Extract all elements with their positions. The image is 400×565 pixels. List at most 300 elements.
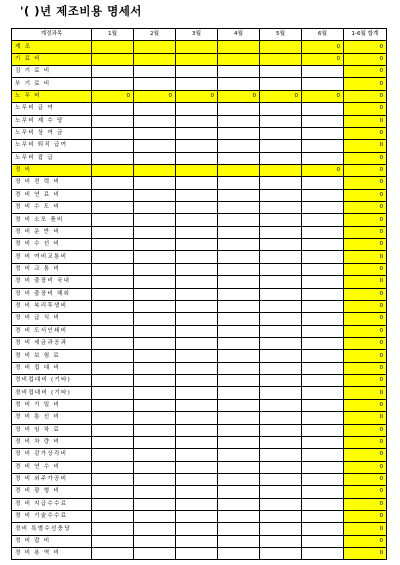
total-cell[interactable]: 0 [344, 140, 387, 152]
month-cell[interactable] [176, 412, 218, 424]
month-cell[interactable] [92, 486, 134, 498]
month-cell[interactable] [302, 152, 344, 164]
month-cell[interactable] [92, 313, 134, 325]
month-cell[interactable] [176, 498, 218, 510]
month-cell[interactable] [92, 498, 134, 510]
total-cell[interactable]: 0 [344, 313, 387, 325]
month-cell[interactable] [260, 239, 302, 251]
month-cell[interactable] [302, 486, 344, 498]
month-cell[interactable] [218, 152, 260, 164]
month-cell[interactable] [176, 53, 218, 65]
month-cell[interactable]: 0 [218, 90, 260, 102]
month-cell[interactable] [260, 300, 302, 312]
month-cell[interactable] [302, 535, 344, 547]
month-cell[interactable] [176, 399, 218, 411]
table-row [12, 177, 387, 189]
month-cell[interactable] [92, 177, 134, 189]
month-cell[interactable] [218, 523, 260, 535]
month-cell[interactable] [260, 313, 302, 325]
month-cell[interactable] [302, 127, 344, 139]
month-cell[interactable] [134, 375, 176, 387]
month-cell[interactable] [260, 164, 302, 176]
month-cell[interactable] [134, 103, 176, 115]
total-cell[interactable]: 0 [344, 486, 387, 498]
month-cell[interactable] [92, 164, 134, 176]
month-cell[interactable] [92, 362, 134, 374]
month-cell[interactable] [92, 276, 134, 288]
month-cell[interactable] [134, 325, 176, 337]
month-cell[interactable] [302, 461, 344, 473]
month-cell[interactable] [134, 276, 176, 288]
month-cell[interactable] [134, 152, 176, 164]
month-cell[interactable] [302, 276, 344, 288]
month-cell[interactable] [260, 140, 302, 152]
month-cell[interactable] [176, 263, 218, 275]
month-cell[interactable] [134, 127, 176, 139]
month-cell[interactable] [218, 164, 260, 176]
month-cell[interactable] [302, 313, 344, 325]
row-label: 노무비 제 수 당 [12, 115, 92, 127]
month-cell[interactable] [302, 548, 344, 560]
month-cell[interactable]: 0 [176, 90, 218, 102]
month-cell[interactable] [218, 449, 260, 461]
month-cell[interactable] [218, 498, 260, 510]
month-cell[interactable] [134, 337, 176, 349]
month-cell[interactable] [218, 140, 260, 152]
total-cell[interactable]: 0 [344, 387, 387, 399]
month-cell[interactable] [218, 399, 260, 411]
month-cell[interactable] [218, 337, 260, 349]
total-cell[interactable]: 0 [344, 164, 387, 176]
month-cell[interactable] [218, 288, 260, 300]
total-cell[interactable]: 0 [344, 473, 387, 485]
month-cell[interactable] [176, 140, 218, 152]
month-cell[interactable] [134, 523, 176, 535]
total-cell[interactable]: 0 [344, 523, 387, 535]
month-cell[interactable] [92, 424, 134, 436]
month-cell[interactable]: 0 [302, 90, 344, 102]
total-cell[interactable]: 0 [344, 41, 387, 53]
month-cell[interactable] [218, 387, 260, 399]
month-cell[interactable] [260, 251, 302, 263]
total-cell[interactable]: 0 [344, 276, 387, 288]
month-cell[interactable] [134, 41, 176, 53]
month-cell[interactable] [260, 387, 302, 399]
header-total: 1-6월 합계 [344, 29, 387, 41]
month-cell[interactable] [218, 78, 260, 90]
month-cell[interactable] [92, 152, 134, 164]
month-cell[interactable] [218, 127, 260, 139]
month-cell[interactable] [92, 337, 134, 349]
month-cell[interactable] [92, 548, 134, 560]
month-cell[interactable] [176, 362, 218, 374]
month-cell[interactable] [302, 202, 344, 214]
total-cell[interactable]: 0 [344, 177, 387, 189]
month-cell[interactable] [134, 449, 176, 461]
month-cell[interactable] [260, 189, 302, 201]
month-cell[interactable] [260, 41, 302, 53]
month-cell[interactable] [134, 424, 176, 436]
month-cell[interactable] [218, 548, 260, 560]
month-cell[interactable] [134, 473, 176, 485]
month-cell[interactable]: 0 [260, 90, 302, 102]
total-cell[interactable]: 0 [344, 511, 387, 523]
month-cell[interactable] [260, 103, 302, 115]
month-cell[interactable] [260, 548, 302, 560]
month-cell[interactable] [302, 473, 344, 485]
month-cell[interactable] [92, 511, 134, 523]
month-cell[interactable] [134, 535, 176, 547]
month-cell[interactable] [218, 66, 260, 78]
month-cell[interactable] [302, 177, 344, 189]
month-cell[interactable] [176, 239, 218, 251]
month-cell[interactable] [260, 486, 302, 498]
month-cell[interactable] [218, 325, 260, 337]
month-cell[interactable] [260, 127, 302, 139]
month-cell[interactable] [176, 387, 218, 399]
total-cell[interactable]: 0 [344, 535, 387, 547]
month-cell[interactable] [260, 263, 302, 275]
month-cell[interactable] [134, 177, 176, 189]
month-cell[interactable] [134, 115, 176, 127]
month-cell[interactable] [92, 115, 134, 127]
month-cell[interactable] [92, 78, 134, 90]
month-cell[interactable] [134, 399, 176, 411]
month-cell[interactable] [302, 263, 344, 275]
month-cell[interactable] [92, 189, 134, 201]
month-cell[interactable] [134, 239, 176, 251]
month-cell[interactable] [92, 263, 134, 275]
total-cell[interactable]: 0 [344, 66, 387, 78]
month-cell[interactable] [302, 115, 344, 127]
month-cell[interactable] [92, 387, 134, 399]
month-cell[interactable] [260, 276, 302, 288]
month-cell[interactable] [92, 103, 134, 115]
total-cell[interactable]: 0 [344, 449, 387, 461]
total-cell[interactable]: 0 [344, 424, 387, 436]
month-cell[interactable] [218, 53, 260, 65]
month-cell[interactable] [92, 251, 134, 263]
month-cell[interactable] [176, 66, 218, 78]
month-cell[interactable] [134, 511, 176, 523]
month-cell[interactable]: 0 [302, 41, 344, 53]
month-cell[interactable] [260, 523, 302, 535]
month-cell[interactable] [302, 140, 344, 152]
month-cell[interactable] [176, 177, 218, 189]
month-cell[interactable] [218, 424, 260, 436]
month-cell[interactable] [176, 325, 218, 337]
month-cell[interactable] [176, 226, 218, 238]
month-cell[interactable] [302, 362, 344, 374]
month-cell[interactable] [92, 436, 134, 448]
month-cell[interactable] [260, 424, 302, 436]
month-cell[interactable] [92, 399, 134, 411]
month-cell[interactable] [176, 511, 218, 523]
total-cell[interactable]: 0 [344, 53, 387, 65]
month-cell[interactable] [260, 362, 302, 374]
month-cell[interactable] [176, 276, 218, 288]
month-cell[interactable] [302, 66, 344, 78]
total-cell[interactable]: 0 [344, 325, 387, 337]
month-cell[interactable] [134, 288, 176, 300]
month-cell[interactable] [302, 375, 344, 387]
month-cell[interactable] [134, 548, 176, 560]
month-cell[interactable] [92, 523, 134, 535]
row-label: 경 비 세금과공과 [12, 337, 92, 349]
month-cell[interactable] [176, 337, 218, 349]
month-cell[interactable] [134, 189, 176, 201]
total-cell[interactable]: 0 [344, 90, 387, 102]
month-cell[interactable] [134, 140, 176, 152]
month-cell[interactable] [218, 300, 260, 312]
month-cell[interactable] [302, 498, 344, 510]
month-cell[interactable] [260, 375, 302, 387]
month-cell[interactable] [302, 449, 344, 461]
month-cell[interactable] [218, 214, 260, 226]
month-cell[interactable] [134, 251, 176, 263]
month-cell[interactable] [176, 436, 218, 448]
month-cell[interactable] [92, 473, 134, 485]
month-cell[interactable] [134, 300, 176, 312]
month-cell[interactable]: 0 [134, 90, 176, 102]
total-cell[interactable]: 0 [344, 350, 387, 362]
total-cell[interactable]: 0 [344, 288, 387, 300]
month-cell[interactable] [302, 337, 344, 349]
month-cell[interactable] [218, 263, 260, 275]
month-cell[interactable] [302, 436, 344, 448]
month-cell[interactable] [218, 202, 260, 214]
total-cell[interactable]: 0 [344, 412, 387, 424]
month-cell[interactable] [176, 300, 218, 312]
month-cell[interactable] [302, 325, 344, 337]
month-cell[interactable] [92, 66, 134, 78]
month-cell[interactable] [218, 412, 260, 424]
row-label: 경 비 수 선 비 [12, 239, 92, 251]
month-cell[interactable] [302, 424, 344, 436]
month-cell[interactable] [92, 202, 134, 214]
month-cell[interactable] [218, 41, 260, 53]
month-cell[interactable] [176, 288, 218, 300]
total-cell[interactable]: 0 [344, 127, 387, 139]
month-cell[interactable] [176, 164, 218, 176]
table-row [12, 449, 387, 461]
month-cell[interactable] [176, 548, 218, 560]
month-cell[interactable] [302, 300, 344, 312]
month-cell[interactable] [218, 486, 260, 498]
month-cell[interactable] [260, 53, 302, 65]
month-cell[interactable] [176, 313, 218, 325]
month-cell[interactable] [260, 350, 302, 362]
total-cell[interactable]: 0 [344, 239, 387, 251]
total-cell[interactable]: 0 [344, 78, 387, 90]
month-cell[interactable] [218, 362, 260, 374]
month-cell[interactable] [302, 523, 344, 535]
month-cell[interactable] [92, 350, 134, 362]
total-cell[interactable]: 0 [344, 362, 387, 374]
month-cell[interactable]: 0 [302, 164, 344, 176]
month-cell[interactable] [302, 399, 344, 411]
month-cell[interactable] [176, 251, 218, 263]
month-cell[interactable] [260, 66, 302, 78]
total-cell[interactable]: 0 [344, 498, 387, 510]
month-cell[interactable] [134, 486, 176, 498]
month-cell[interactable] [92, 140, 134, 152]
month-cell[interactable] [176, 486, 218, 498]
month-cell[interactable] [134, 214, 176, 226]
month-cell[interactable] [134, 202, 176, 214]
month-cell[interactable] [302, 239, 344, 251]
total-cell[interactable]: 0 [344, 375, 387, 387]
month-cell[interactable] [260, 337, 302, 349]
month-cell[interactable] [134, 78, 176, 90]
month-cell[interactable] [176, 78, 218, 90]
month-cell[interactable] [260, 412, 302, 424]
total-cell[interactable]: 0 [344, 226, 387, 238]
month-cell[interactable] [218, 461, 260, 473]
total-cell[interactable]: 0 [344, 202, 387, 214]
month-cell[interactable] [134, 498, 176, 510]
month-cell[interactable] [176, 535, 218, 547]
month-cell[interactable] [176, 449, 218, 461]
total-cell[interactable]: 0 [344, 300, 387, 312]
month-cell[interactable] [92, 461, 134, 473]
month-cell[interactable] [176, 41, 218, 53]
month-cell[interactable] [260, 115, 302, 127]
month-cell[interactable] [218, 177, 260, 189]
month-cell[interactable] [134, 350, 176, 362]
month-cell[interactable] [302, 511, 344, 523]
month-cell[interactable] [176, 375, 218, 387]
month-cell[interactable] [176, 461, 218, 473]
month-cell[interactable] [92, 412, 134, 424]
month-cell[interactable] [176, 523, 218, 535]
total-cell[interactable]: 0 [344, 115, 387, 127]
total-cell[interactable]: 0 [344, 548, 387, 560]
month-cell[interactable] [92, 300, 134, 312]
month-cell[interactable] [218, 436, 260, 448]
month-cell[interactable] [260, 214, 302, 226]
month-cell[interactable] [260, 511, 302, 523]
month-cell[interactable] [176, 189, 218, 201]
month-cell[interactable] [302, 226, 344, 238]
total-cell[interactable]: 0 [344, 214, 387, 226]
month-cell[interactable] [92, 239, 134, 251]
month-cell[interactable] [176, 127, 218, 139]
month-cell[interactable] [134, 412, 176, 424]
total-cell[interactable]: 0 [344, 461, 387, 473]
month-cell[interactable] [92, 226, 134, 238]
month-cell[interactable] [134, 436, 176, 448]
month-cell[interactable] [176, 350, 218, 362]
month-cell[interactable] [260, 461, 302, 473]
month-cell[interactable]: 0 [302, 53, 344, 65]
month-cell[interactable] [260, 226, 302, 238]
total-cell[interactable]: 0 [344, 152, 387, 164]
month-cell[interactable] [302, 251, 344, 263]
month-cell[interactable] [302, 103, 344, 115]
month-cell[interactable] [302, 412, 344, 424]
month-cell[interactable] [218, 239, 260, 251]
month-cell[interactable] [260, 202, 302, 214]
month-cell[interactable] [218, 189, 260, 201]
month-cell[interactable] [260, 449, 302, 461]
month-cell[interactable] [218, 473, 260, 485]
month-cell[interactable] [302, 288, 344, 300]
month-cell[interactable] [134, 387, 176, 399]
month-cell[interactable] [260, 399, 302, 411]
month-cell[interactable] [218, 251, 260, 263]
total-cell[interactable]: 0 [344, 436, 387, 448]
month-cell[interactable] [176, 115, 218, 127]
month-cell[interactable] [134, 66, 176, 78]
month-cell[interactable] [92, 214, 134, 226]
month-cell[interactable] [176, 424, 218, 436]
month-cell[interactable] [92, 535, 134, 547]
month-cell[interactable] [260, 325, 302, 337]
month-cell[interactable] [218, 115, 260, 127]
month-cell[interactable] [218, 511, 260, 523]
month-cell[interactable] [134, 164, 176, 176]
month-cell[interactable] [218, 226, 260, 238]
month-cell[interactable] [260, 436, 302, 448]
month-cell[interactable] [218, 103, 260, 115]
month-cell[interactable] [260, 498, 302, 510]
total-cell[interactable]: 0 [344, 103, 387, 115]
total-cell[interactable]: 0 [344, 263, 387, 275]
month-cell[interactable] [92, 288, 134, 300]
month-cell[interactable] [134, 461, 176, 473]
month-cell[interactable] [176, 214, 218, 226]
month-cell[interactable] [134, 263, 176, 275]
month-cell[interactable] [302, 350, 344, 362]
month-cell[interactable] [218, 350, 260, 362]
month-cell[interactable] [302, 78, 344, 90]
month-cell[interactable] [302, 214, 344, 226]
month-cell[interactable] [92, 449, 134, 461]
month-cell[interactable] [176, 202, 218, 214]
month-cell[interactable] [218, 535, 260, 547]
month-cell[interactable] [260, 177, 302, 189]
month-cell[interactable] [92, 127, 134, 139]
month-cell[interactable]: 0 [92, 90, 134, 102]
month-cell[interactable] [260, 78, 302, 90]
month-cell[interactable] [218, 276, 260, 288]
month-cell[interactable] [218, 313, 260, 325]
month-cell[interactable] [176, 152, 218, 164]
total-cell[interactable]: 0 [344, 337, 387, 349]
total-cell[interactable]: 0 [344, 399, 387, 411]
month-cell[interactable] [134, 226, 176, 238]
month-cell[interactable] [92, 375, 134, 387]
month-cell[interactable] [218, 375, 260, 387]
month-cell[interactable] [302, 189, 344, 201]
month-cell[interactable] [92, 325, 134, 337]
month-cell[interactable] [176, 473, 218, 485]
month-cell[interactable] [260, 152, 302, 164]
month-cell[interactable] [134, 313, 176, 325]
month-cell[interactable] [260, 288, 302, 300]
month-cell[interactable] [134, 362, 176, 374]
month-cell[interactable] [92, 41, 134, 53]
month-cell[interactable] [260, 473, 302, 485]
month-cell[interactable] [92, 53, 134, 65]
month-cell[interactable] [176, 103, 218, 115]
month-cell[interactable] [260, 535, 302, 547]
total-cell[interactable]: 0 [344, 189, 387, 201]
total-cell[interactable]: 0 [344, 251, 387, 263]
month-cell[interactable] [134, 53, 176, 65]
month-cell[interactable] [302, 387, 344, 399]
